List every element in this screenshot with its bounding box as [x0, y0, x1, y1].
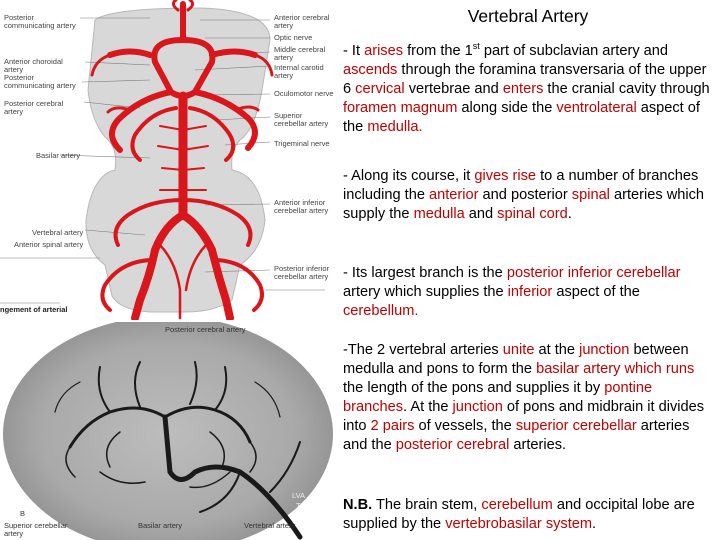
- label-middle-cerebral-artery: Middle cerebral artery: [274, 45, 326, 62]
- label-posterior-cerebral-artery: Posterior cerebral artery: [4, 99, 64, 116]
- text-segment: of vessels, the: [414, 418, 516, 434]
- label-anterior-cerebral-artery: Anterior cerebral artery: [274, 13, 330, 30]
- highlighted-term: cerebellum.: [343, 303, 419, 319]
- label-posterior-communicating-artery: Posterior communicating artery: [4, 13, 76, 30]
- highlighted-term: cerebellum: [481, 497, 553, 513]
- text-segment: the cranial cavity through: [543, 81, 710, 97]
- text-segment: along side the: [457, 100, 557, 116]
- highlighted-term: arises: [364, 43, 404, 59]
- label-vertebral-artery: Vertebral artery: [32, 228, 84, 237]
- highlighted-term: pontine branches: [343, 380, 653, 415]
- label-basilar-artery: Basilar artery: [36, 151, 81, 160]
- text-segment: and posterior: [478, 187, 572, 203]
- text-segment: to a number of branches including the: [343, 168, 699, 203]
- label-angio-posterior-cerebral: Posterior cerebral artery: [165, 325, 246, 334]
- label-angio-superior-cerebellar: Superior cerebellar artery: [4, 521, 68, 538]
- text-segment: aspect of the: [552, 284, 640, 300]
- text-segment: artery which supplies the: [343, 284, 508, 300]
- highlighted-term: junction: [452, 399, 503, 415]
- note-label: N.B.: [343, 497, 373, 513]
- highlighted-term: basilar artery which runs: [536, 361, 695, 377]
- paragraph-pica: [343, 264, 715, 321]
- text-segment: - Its largest branch is the: [343, 265, 507, 281]
- label-superior-cerebellar-artery: Superior cerebellar artery: [274, 111, 329, 128]
- label-anterior-choroidal-artery: Anterior choroidal artery: [4, 57, 63, 74]
- text-segment: aspect of the: [343, 100, 700, 135]
- angiogram-image: [0, 322, 335, 540]
- highlighted-term: gives rise: [474, 168, 537, 184]
- highlighted-term: cervical: [355, 81, 405, 97]
- vertebrobasilar-diagram: [0, 0, 335, 320]
- highlighted-term: enters: [502, 81, 544, 97]
- slide-title: Vertebral Artery: [467, 6, 589, 26]
- label-angio-basilar: Basilar artery: [138, 521, 183, 530]
- text-segment: through the foramina transversaria of the upper 6: [343, 62, 707, 97]
- highlighted-term: foramen magnum: [343, 100, 458, 116]
- highlighted-term: junction: [579, 342, 630, 358]
- text-segment: from the 1: [403, 43, 473, 59]
- figure-panel: [0, 0, 335, 540]
- highlighted-term: posterior inferior cerebellar: [506, 265, 681, 281]
- label-anterior-spinal-artery: Anterior spinal artery: [14, 240, 84, 249]
- label-oculomotor-nerve: Oculomotor nerve: [274, 89, 334, 98]
- label-angio-vertebral: Vertebral artery: [244, 521, 296, 530]
- highlighted-term: posterior cerebral: [395, 437, 510, 453]
- label-anterior-inferior-cerebellar-artery: Anterior inferior cerebellar artery: [274, 198, 329, 215]
- text-segment: . At the: [403, 399, 453, 415]
- text-segment: - Along its course, it: [343, 168, 475, 184]
- label-angio-lva: LVA: [292, 491, 306, 500]
- text-segment: the length of the pons and supplies it by: [343, 380, 605, 396]
- highlighted-term: medulla.: [367, 119, 423, 135]
- highlighted-term: ventrolateral: [556, 100, 637, 116]
- highlighted-term: ascends: [343, 62, 398, 78]
- paragraph-basilar: [343, 341, 715, 455]
- text-segment: .: [567, 206, 572, 222]
- text-segment: arteries which supply the: [343, 187, 705, 222]
- highlighted-term: vertebrobasilar system: [445, 516, 593, 532]
- highlighted-term: medulla: [413, 206, 465, 222]
- text-segment: of pons and midbrain it divides into: [343, 399, 705, 434]
- label-internal-carotid-artery: Internal carotid artery: [274, 63, 324, 80]
- highlighted-term: superior cerebellar: [515, 418, 637, 434]
- label-angio-b: B: [20, 509, 26, 518]
- text-segment: part of subclavian artery and: [479, 43, 669, 59]
- text-segment: - It: [343, 43, 365, 59]
- highlighted-term: spinal cord: [497, 206, 568, 222]
- text-segment: at the: [534, 342, 580, 358]
- text-segment: and: [464, 206, 498, 222]
- highlighted-term: inferior: [507, 284, 553, 300]
- text-segment: and occipital lobe are supplied by the: [343, 497, 695, 532]
- label-angio-t: T: [296, 501, 301, 510]
- text-segment: .: [592, 516, 597, 532]
- text-segment: arteries and the: [343, 418, 690, 453]
- highlighted-term: unite: [502, 342, 535, 358]
- paragraph-note: [343, 496, 715, 534]
- highlighted-term: spinal: [571, 187, 610, 203]
- label-arrangement-caption: ngement of arterial: [0, 305, 68, 314]
- text-segment: st: [472, 41, 480, 52]
- label-optic-nerve: Optic nerve: [274, 33, 313, 42]
- label-posterior-communicating-artery-2: Posterior communicating artery: [4, 73, 76, 90]
- text-segment: between medulla and pons to form the: [343, 342, 689, 377]
- text-segment: vertebrae and: [404, 81, 503, 97]
- highlighted-term: anterior: [429, 187, 479, 203]
- text-segment: The brain stem,: [372, 497, 482, 513]
- paragraph-branches: [343, 167, 715, 224]
- paragraph-origin: [343, 42, 715, 137]
- angiogram-graphic: [0, 322, 335, 540]
- text-panel: [340, 0, 716, 540]
- label-trigeminal-nerve: Trigeminal nerve: [274, 139, 330, 148]
- text-segment: -The 2 vertebral arteries: [343, 342, 503, 358]
- highlighted-term: 2 pairs: [370, 418, 415, 434]
- text-segment: arteries.: [509, 437, 567, 453]
- label-posterior-inferior-cerebellar-artery: Posterior inferior cerebellar artery: [274, 264, 330, 281]
